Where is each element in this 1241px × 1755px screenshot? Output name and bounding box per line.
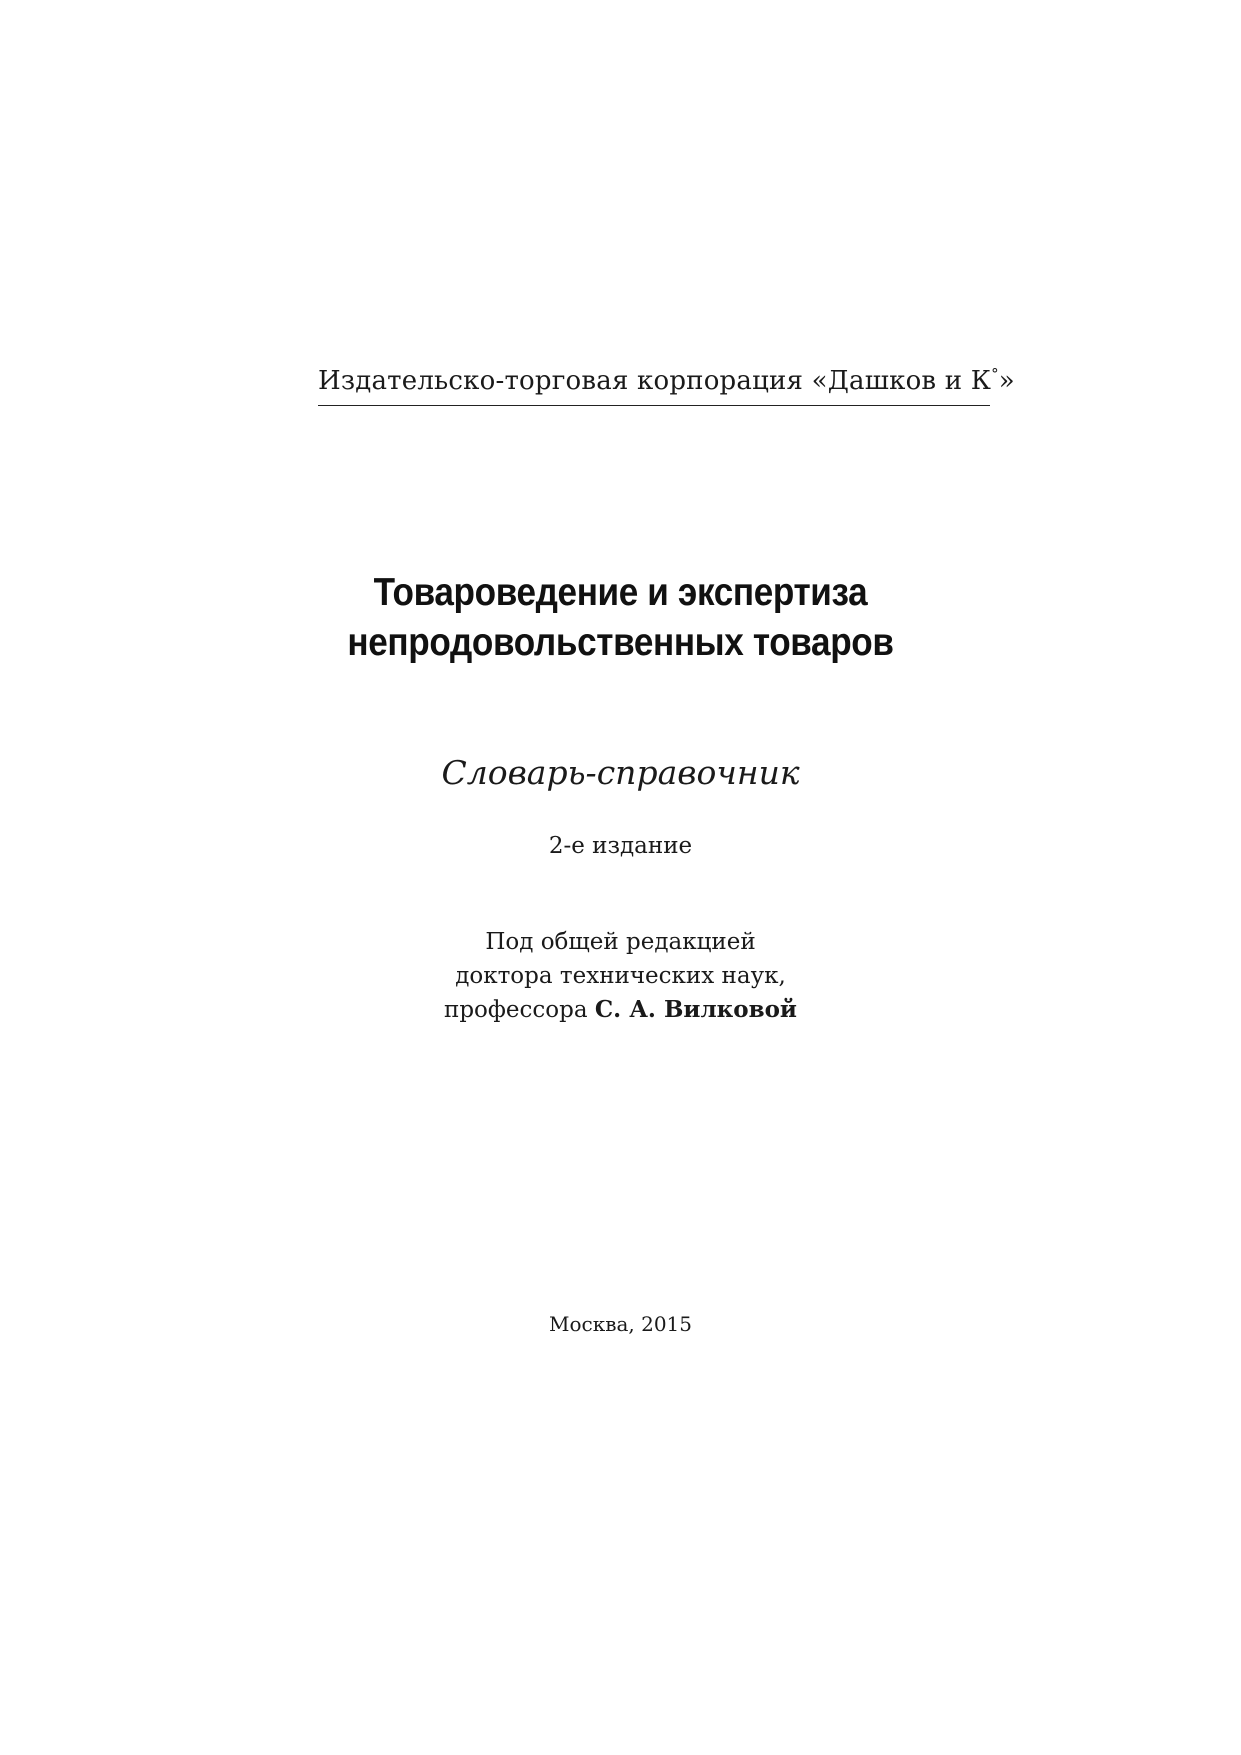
editor-credit-line-2: доктора технических наук, (455, 963, 786, 989)
editor-title: профессора (444, 997, 595, 1023)
book-title (62, 568, 1179, 668)
book-title-line-2: непродовольственных товаров (347, 621, 894, 664)
publisher-underline-rule (318, 405, 990, 406)
publisher-header (318, 356, 1015, 406)
publisher-name (318, 356, 1015, 399)
book-subtitle: Словарь-справочник (441, 753, 800, 792)
edition-note: 2-е издание (548, 833, 693, 859)
editor-name: С. А. Вилковой (594, 996, 797, 1023)
publisher-name-superscript: ° (991, 365, 999, 383)
editor-credit-line-1: Под общей редакцией (485, 929, 756, 955)
publisher-name-prefix: Издательско-торговая корпорация «Дашков и К (318, 366, 992, 396)
editor-credit (0, 925, 1241, 1027)
book-title-line-1: Товароведение и экспертиза (373, 571, 868, 614)
editor-credit-line-3 (0, 993, 1241, 1027)
imprint-place-year: Москва, 2015 (548, 1312, 693, 1336)
publisher-name-suffix: » (998, 366, 1015, 396)
